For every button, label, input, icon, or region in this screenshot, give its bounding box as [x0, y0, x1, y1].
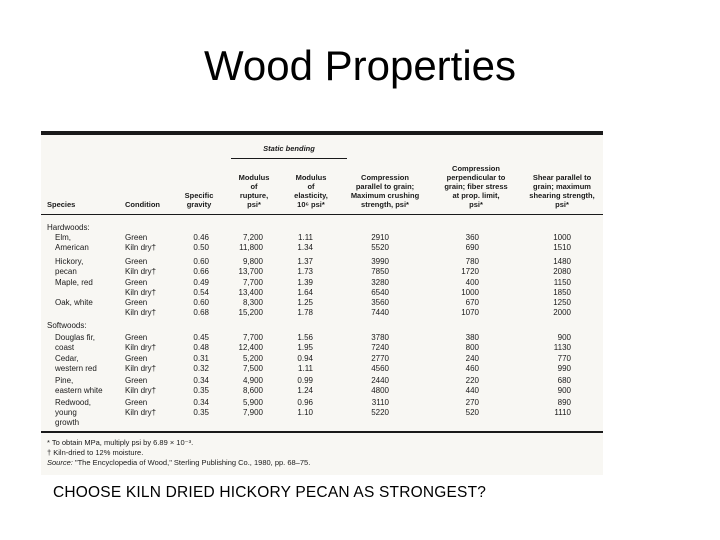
- table-row-shear: 770 990: [557, 354, 571, 373]
- table-row-comp-parallel: 2440 4800: [371, 376, 389, 395]
- table-row-comp-perpendicular: 360 690: [465, 233, 479, 252]
- table-row-rupture: 7,700 13,400: [238, 278, 263, 297]
- table-row-species: Oak, white: [55, 298, 93, 307]
- table-row-shear: 1480 2080: [553, 257, 571, 276]
- table-row-elasticity: 0.96 1.10: [297, 398, 313, 417]
- header-modulus-elasticity: Modulus of elasticity, 10⁶ psi*: [294, 173, 328, 209]
- table-row-gravity: 0.34 0.35: [193, 376, 209, 395]
- table-row-species: Cedar, western red: [55, 354, 97, 373]
- table-row-comp-parallel: 3110 5220: [371, 398, 389, 417]
- table-row-comp-perpendicular: 380 800: [465, 333, 479, 352]
- table-row-elasticity: 1.37 1.73: [297, 257, 313, 276]
- footnote-kiln-dried: † Kiln-dried to 12% moisture.: [47, 448, 144, 457]
- table-row-comp-perpendicular: 240 460: [465, 354, 479, 373]
- table-row-elasticity: 1.11 1.34: [297, 233, 313, 252]
- header-modulus-rupture: Modulus of rupture, psi*: [238, 173, 270, 209]
- footnote-conversion: * To obtain MPa, multiply psi by 6.89 × 10⁻³.: [47, 438, 194, 447]
- table-row-shear: 1000 1510: [553, 233, 571, 252]
- slide-title: Wood Properties: [203, 42, 517, 89]
- header-compression-perpendicular: Compression perpendicular to grain; fiber stress at prop. limit, psi*: [444, 164, 508, 209]
- table-row-comp-perpendicular: 270 520: [465, 398, 479, 417]
- table-row-gravity: 0.60 0.66: [193, 257, 209, 276]
- table-row-rupture: 4,900 8,600: [242, 376, 263, 395]
- table-row-comp-parallel: 2910 5520: [371, 233, 389, 252]
- table-row-rupture: 7,200 11,800: [239, 233, 263, 252]
- table-row-comp-parallel: 3560 7440: [371, 298, 389, 317]
- header-shear: Shear parallel to grain; maximum shearing strength, psi*: [529, 173, 595, 209]
- table-row-comp-parallel: 3780 7240: [371, 333, 389, 352]
- table-row-shear: 1250 2000: [553, 298, 571, 317]
- table-row-gravity: 0.34 0.35: [193, 398, 209, 417]
- group-hardwoods: Hardwoods:: [47, 223, 90, 232]
- header-compression-parallel: Compression parallel to grain; Maximum crushing strength, psi*: [350, 173, 420, 209]
- table-row-gravity: 0.46 0.50: [193, 233, 209, 252]
- table-row-shear: 890 1110: [554, 398, 571, 417]
- table-row-gravity: 0.49 0.54: [193, 278, 209, 297]
- table-row-shear: 900 1130: [553, 333, 571, 352]
- table-header-rule: [41, 214, 603, 215]
- static-bending-header: Static bending: [263, 144, 315, 153]
- table-row-comp-parallel: 2770 4560: [371, 354, 389, 373]
- table-row-species: Maple, red: [55, 278, 93, 287]
- footnote-source: [47, 458, 310, 467]
- table-bottom-rule: [41, 431, 603, 433]
- table-row-species: Redwood, young growth: [55, 398, 92, 427]
- table-row-shear: 1150 1850: [553, 278, 571, 297]
- table-row-comp-parallel: 3280 6540: [371, 278, 389, 297]
- group-softwoods: Softwoods:: [47, 321, 87, 330]
- wood-properties-table: [41, 131, 603, 475]
- table-row-condition: Green Kiln dry†: [125, 278, 157, 297]
- table-row-elasticity: 1.39 1.64: [297, 278, 313, 297]
- table-row-elasticity: 0.99 1.24: [297, 376, 313, 395]
- table-top-rule: [41, 131, 603, 135]
- table-row-condition: Green Kiln dry†: [125, 376, 157, 395]
- table-row-elasticity: 1.25 1.78: [297, 298, 313, 317]
- table-row-condition: Green Kiln dry†: [125, 398, 157, 417]
- table-row-species: Douglas fir, coast: [55, 333, 96, 352]
- table-row-comp-parallel: 3990 7850: [371, 257, 389, 276]
- table-row-elasticity: 0.94 1.11: [297, 354, 313, 373]
- table-row-condition: Green Kiln dry†: [125, 354, 157, 373]
- table-row-gravity: 0.45 0.48: [193, 333, 209, 352]
- table-row-species: Hickory, pecan: [55, 257, 84, 276]
- slide-question: CHOOSE KILN DRIED HICKORY PECAN AS STRONGEST?: [53, 484, 487, 501]
- table-row-comp-perpendicular: 670 1070: [461, 298, 479, 317]
- table-row-comp-perpendicular: 220 440: [465, 376, 479, 395]
- footnote-source-label: Source:: [47, 458, 73, 467]
- table-row-condition: Green Kiln dry†: [125, 333, 157, 352]
- table-row-gravity: 0.60 0.68: [193, 298, 209, 317]
- static-bending-rule: [231, 158, 347, 159]
- table-row-shear: 680 900: [557, 376, 571, 395]
- table-row-comp-perpendicular: 780 1720: [461, 257, 479, 276]
- table-row-rupture: 5,200 7,500: [242, 354, 263, 373]
- table-row-species: Elm, American: [55, 233, 89, 252]
- header-specific-gravity: Specific gravity: [184, 191, 214, 209]
- table-row-rupture: 8,300 15,200: [238, 298, 263, 317]
- table-row-rupture: 7,700 12,400: [238, 333, 263, 352]
- table-row-species: Pine, eastern white: [55, 376, 103, 395]
- table-row-condition: Green Kiln dry†: [125, 298, 157, 317]
- table-row-gravity: 0.31 0.32: [193, 354, 209, 373]
- table-row-elasticity: 1.56 1.95: [297, 333, 313, 352]
- header-species: Species: [47, 200, 76, 209]
- table-row-comp-perpendicular: 400 1000: [461, 278, 479, 297]
- table-row-condition: Green Kiln dry†: [125, 257, 157, 276]
- footnote-source-text: "The Encyclopedia of Wood," Sterling Publishing Co., 1980, pp. 68–75.: [72, 458, 311, 467]
- table-row-rupture: 5,900 7,900: [242, 398, 263, 417]
- table-row-rupture: 9,800 13,700: [238, 257, 263, 276]
- table-row-condition: Green Kiln dry†: [125, 233, 157, 252]
- header-condition: Condition: [125, 200, 160, 209]
